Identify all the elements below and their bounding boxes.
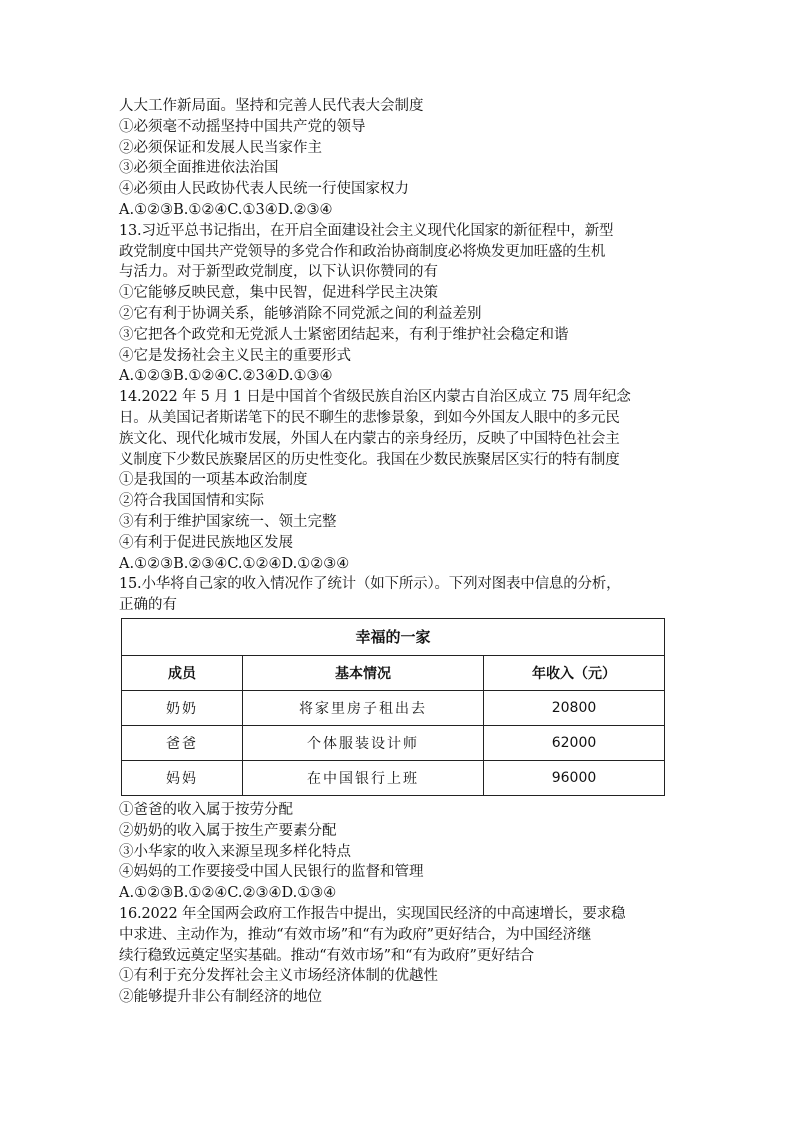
- income-table: [121, 618, 665, 796]
- document-page: [119, 96, 691, 1008]
- table-cell: 62000: [484, 725, 665, 760]
- question-16: [119, 904, 691, 1008]
- table-cell: 在中国银行上班: [243, 760, 484, 795]
- option-1: ①它能够反映民意，集中民智，促进科学民主决策: [119, 285, 438, 302]
- answer-choices: A.①②③B.①②④C.②3④D.①③④: [119, 368, 333, 385]
- option-3: ③小华家的收入来源呈现多样化特点: [119, 843, 351, 860]
- table-row: [122, 760, 665, 795]
- answer-choices: A.①②③B.①②④C.①3④D.②③④: [119, 201, 333, 218]
- option-4: ④妈妈的工作要接受中国人民银行的监督和管理: [119, 864, 424, 881]
- column-header: 年收入（元）: [484, 655, 665, 690]
- table-title: 幸福的一家: [122, 618, 665, 655]
- option-2: ②奶奶的收入属于按生产要素分配: [119, 822, 337, 839]
- table-cell: 将家里房子租出去: [243, 690, 484, 725]
- question-15: [119, 574, 691, 904]
- option-3: ③必须全面推进依法治国: [119, 160, 279, 177]
- option-1: ①必须毫不动摇坚持中国共产党的领导: [119, 118, 366, 135]
- question-stem: 15.小华将自己家的收入情况作了统计（如下所示）。下列对图表中信息的分析，: [119, 576, 621, 593]
- question-stem: 正确的有: [119, 597, 177, 614]
- option-1: ①是我国的一项基本政治制度: [119, 472, 308, 489]
- table-header-row: [122, 655, 665, 690]
- question-stem: 与活力。对于新型政党制度，以下认识你赞同的有: [119, 264, 438, 281]
- question-stem: 续行稳致远奠定坚实基础。推动“有效市场”和“有为政府”更好结合: [119, 947, 534, 964]
- option-2: ②它有利于协调关系，能够消除不同党派之间的利益差别: [119, 305, 482, 322]
- option-3: ③有利于维护国家统一、领土完整: [119, 513, 337, 530]
- question-stem: 义制度下少数民族聚居区的历史性变化。我国在少数民族聚居区实行的特有制度: [119, 451, 620, 468]
- table-cell: 20800: [484, 690, 665, 725]
- question-stem: 中求进、主动作为，推动“有效市场”和“有为政府”更好结合，为中国经济继: [119, 926, 592, 943]
- table-cell: 奶奶: [122, 690, 243, 725]
- option-3: ③它把各个政党和无党派人士紧密团结起来，有利于维护社会稳定和谐: [119, 326, 569, 343]
- option-2: ②能够提升非公有制经济的地位: [119, 989, 322, 1006]
- option-1: ①爸爸的收入属于按劳分配: [119, 801, 293, 818]
- column-header: 基本情况: [243, 655, 484, 690]
- question-stem: 日。从美国记者斯诺笔下的民不聊生的悲惨景象，到如今外国友人眼中的多元民: [119, 409, 620, 426]
- option-2: ②必须保证和发展人民当家作主: [119, 139, 322, 156]
- option-4: ④它是发扬社会主义民主的重要形式: [119, 347, 351, 364]
- table-cell: 个体服装设计师: [243, 725, 484, 760]
- answer-choices: A.①②③B.②③④C.①②④D.①②③④: [119, 555, 350, 572]
- option-2: ②符合我国国情和实际: [119, 493, 264, 510]
- option-4: ④必须由人民政协代表人民统一行使国家权力: [119, 181, 409, 198]
- question-stem: 政党制度中国共产党领导的多党合作和政治协商制度必将焕发更加旺盛的生机: [119, 243, 606, 260]
- question-13: [119, 221, 691, 387]
- option-4: ④有利于促进民族地区发展: [119, 534, 293, 551]
- text-line: 人大工作新局面。坚持和完善人民代表大会制度: [119, 98, 424, 114]
- table-cell: 妈妈: [122, 760, 243, 795]
- column-header: 成员: [122, 655, 243, 690]
- option-1: ①有利于充分发挥社会主义市场经济体制的优越性: [119, 968, 438, 985]
- previous-question-tail: [119, 96, 691, 221]
- question-14: [119, 387, 691, 574]
- question-stem: 族文化、现代化城市发展，外国人在内蒙古的亲身经历，反映了中国特色社会主: [119, 430, 620, 447]
- question-stem: 16.2022 年全国两会政府工作报告中提出，实现国民经济的中高速增长，要求稳: [119, 905, 626, 922]
- answer-choices: A.①②③B.①②④C.②③④D.①③④: [119, 885, 337, 902]
- question-stem: 14.2022 年 5 月 1 日是中国首个省级民族自治区内蒙古自治区成立 75 周年纪念: [119, 389, 631, 406]
- table-row: [122, 725, 665, 760]
- table-cell: 爸爸: [122, 725, 243, 760]
- table-cell: 96000: [484, 760, 665, 795]
- question-stem: 13.习近平总书记指出，在开启全面建设社会主义现代化国家的新征程中，新型: [119, 222, 614, 239]
- table-row: [122, 690, 665, 725]
